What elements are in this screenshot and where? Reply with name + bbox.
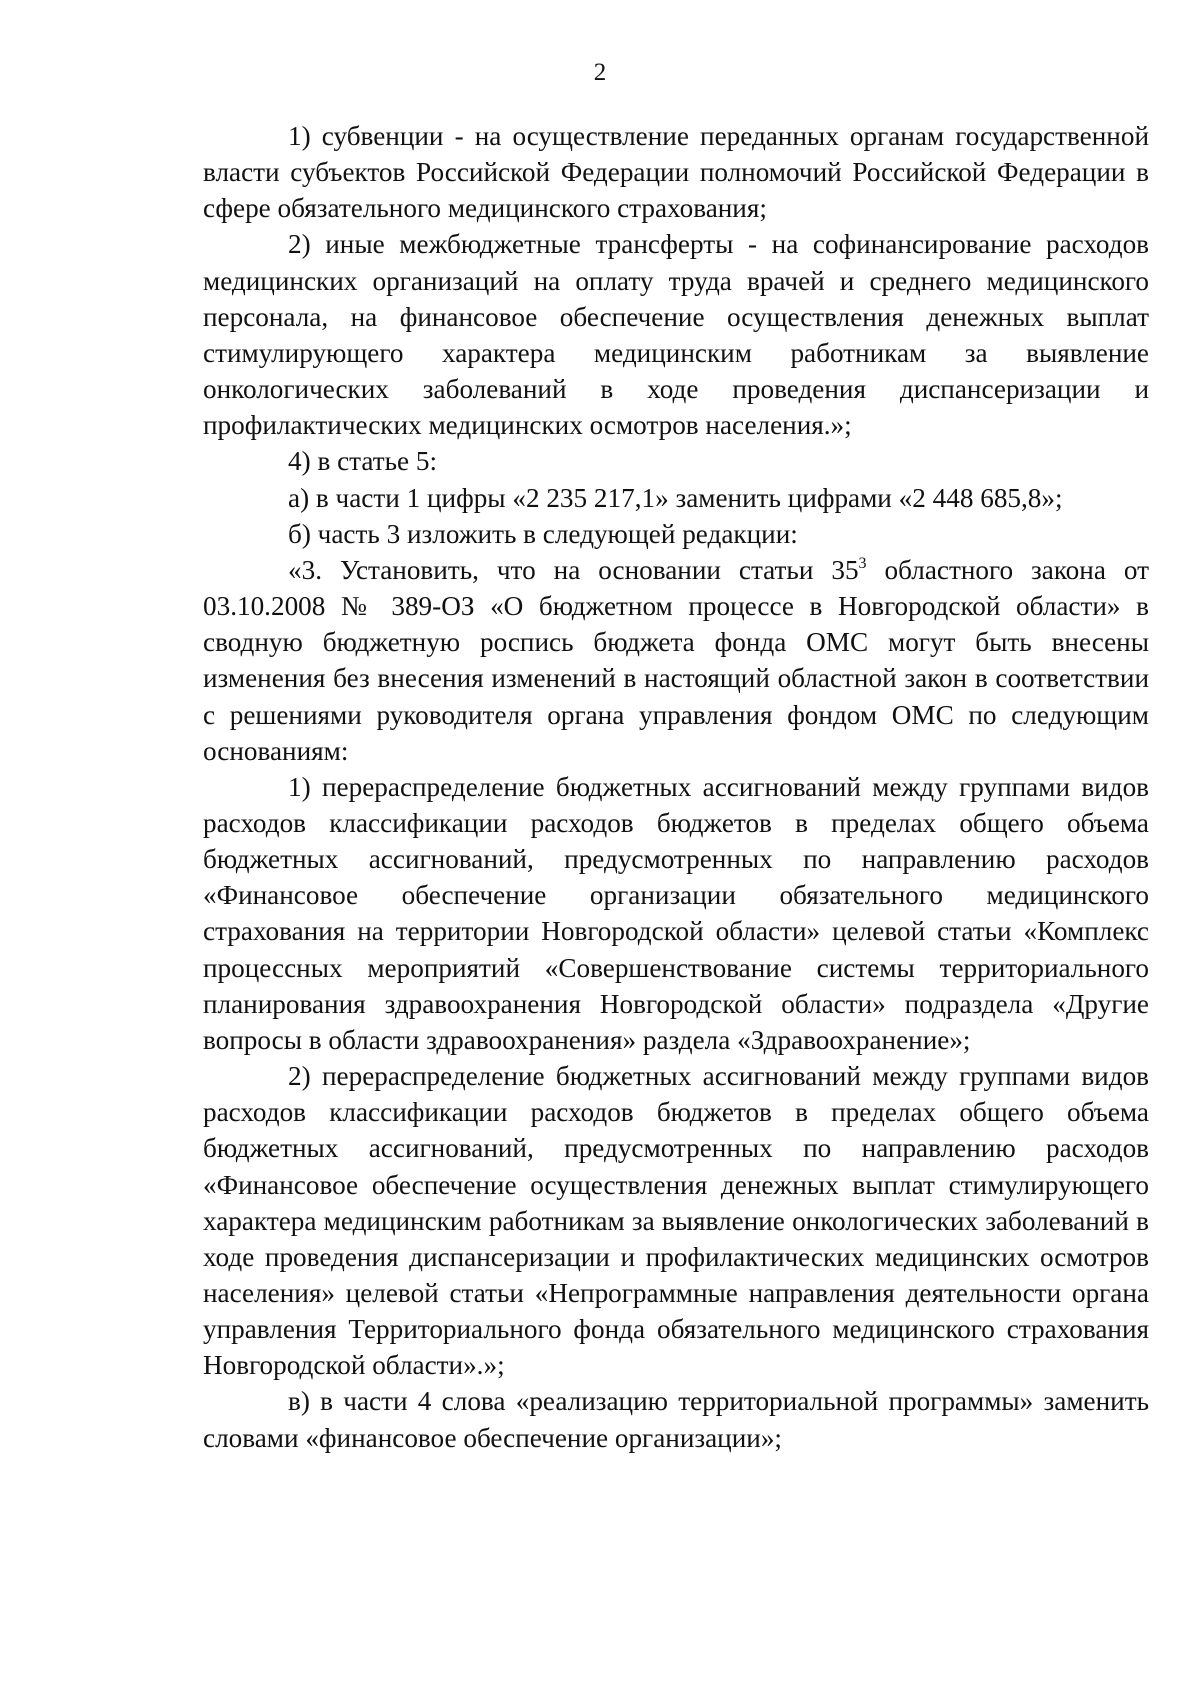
paragraph-part-3-heading: б) часть 3 изложить в следующей редакции: (288, 518, 798, 549)
paragraph-part-3-text (203, 552, 1149, 769)
page-number: 2 (593, 59, 607, 86)
paragraph-subventions: 1) субвенции - на осуществление переданных органам государственной власти субъектов Российской Федерации полномочий Российской Федерации в сфере обязательного медицинского страхования; (203, 121, 1149, 224)
paragraph-article-5: 4) в статье 5: (288, 446, 438, 477)
paragraph-basis-1: 1) перераспределение бюджетных ассигнований между группами видов расходов классификации расходов бюджетов в пределах общего объема бюджетных ассигнований, предусмотренных по направлению расходов «Финансовое обеспечение организации обязательного медицинского страхования на территории Новгородской области» целевой статьи «Комплекс процессных мероприятий «Совершенствование системы территориального планирования здравоохранения Новгородской области» подраздела «Другие вопросы в области здравоохранения» раздела «Здравоохранение»; (203, 771, 1149, 1055)
article-superscript: 3 (858, 554, 867, 572)
part-3-text-end: областного закона от 03.10.2008 № 389-ОЗ «О бюджетном процессе в Новгородской области» в сводную бюджетную роспись бюджета фонда ОМС могут быть внесены изменения без внесения изменений в настоящий областной закон в соответствии с решениями руководителя органа управления фондом ОМС по следующим основаниям: (203, 554, 1149, 766)
document-body (203, 118, 1149, 1456)
part-3-text-start: «3. Установить, что на основании статьи 35 (288, 554, 859, 585)
paragraph-part-1-amendment: а) в части 1 цифры «2 235 217,1» заменить цифрами «2 448 685,8»; (288, 482, 1063, 513)
paragraph-part-4-amendment: в) в части 4 слова «реализацию территориальной программы» заменить словами «финансовое обеспечение организации»; (203, 1386, 1149, 1453)
paragraph-basis-2: 2) перераспределение бюджетных ассигнований между группами видов расходов классификации расходов бюджетов в пределах общего объема бюджетных ассигнований, предусмотренных по направлению расходов «Финансовое обеспечение осуществления денежных выплат стимулирующего характера медицинским работникам за выявление онкологических заболеваний в ходе проведения диспансеризации и профилактических медицинских осмотров населения» целевой статьи «Непрограммные направления деятельности органа управления Территориального фонда обязательного медицинского страхования Новгородской области».»; (203, 1061, 1149, 1381)
paragraph-interbudget-transfers: 2) иные межбюджетные трансферты - на софинансирование расходов медицинских организаций на оплату труда врачей и среднего медицинского персонала, на финансовое обеспечение осуществления денежных выплат стимулирующего характера медицинским работникам за выявление онкологических заболеваний в ходе проведения диспансеризации и профилактических медицинских осмотров населения.»; (203, 229, 1149, 441)
